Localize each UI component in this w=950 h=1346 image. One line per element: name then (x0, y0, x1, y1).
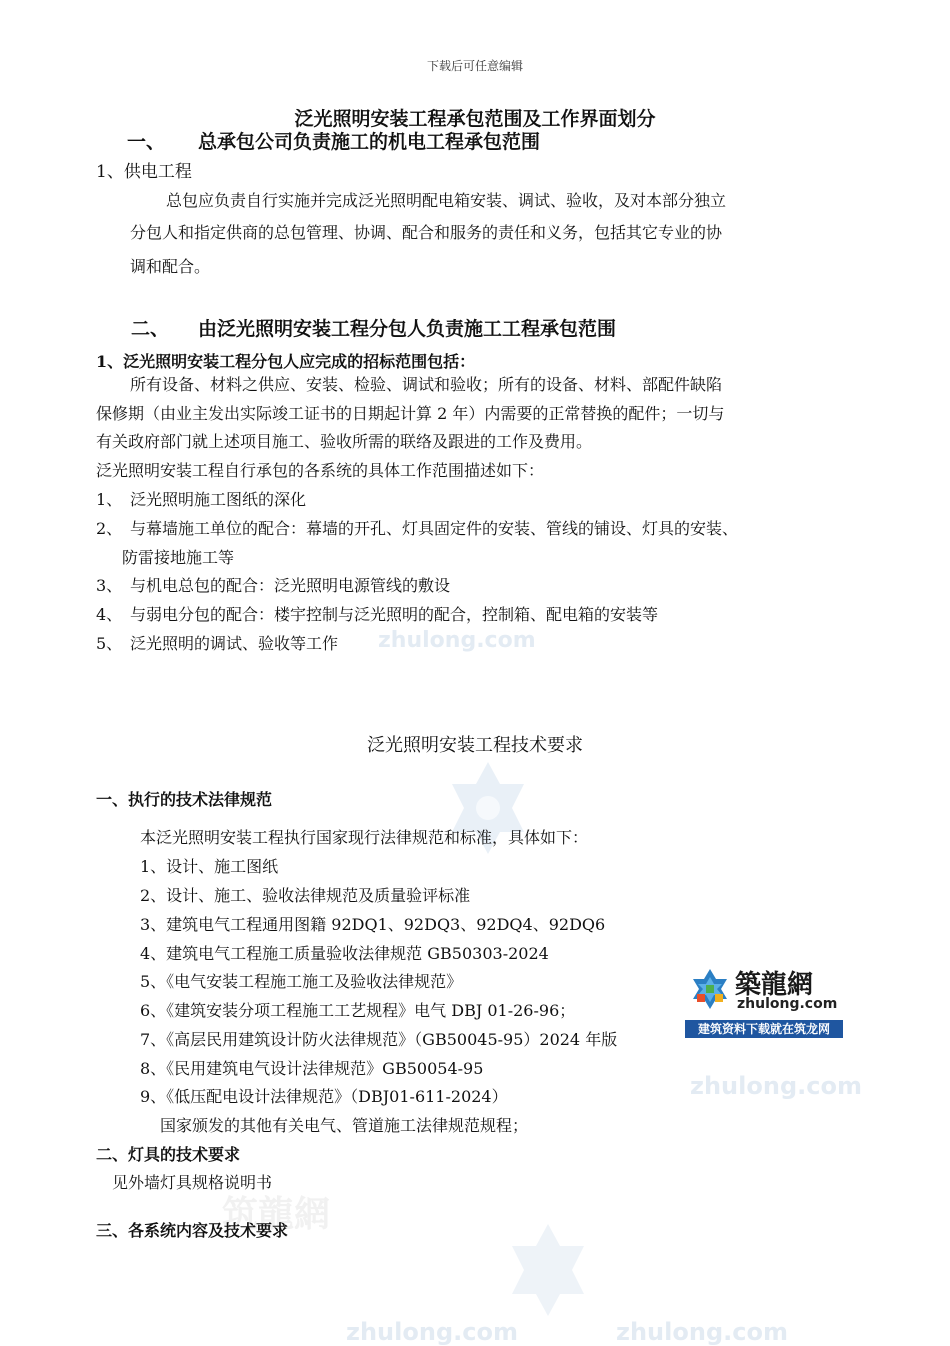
tech-s1-item-3: 3、建筑电气工程通用图籍 92DQ1、92DQ3、92DQ4、92DQ6 (140, 915, 606, 934)
scope-item-5-text: 泛光照明的调试、验收等工作 (130, 634, 339, 653)
tech-s1-item-4: 4、建筑电气工程施工质量验收法律规范 GB50303-2024 (140, 944, 549, 963)
zhulong-logo (685, 962, 843, 1038)
zhulong-logo-cn: 築龍網 (735, 970, 814, 1000)
zhulong-logo-icon (689, 968, 731, 1010)
scope-item-2-cont: 防雷接地施工等 (122, 548, 235, 567)
watermark-cn-text: 筑龍網 (222, 1193, 331, 1235)
watermark-text-1: zhulong.com (378, 628, 536, 653)
section1-heading: 总承包公司负责施工的机电工程承包范围 (198, 131, 541, 153)
section1-line-2: 分包人和指定供商的总包管理、协调、配合和服务的责任和义务，包括其它专业的协 (130, 223, 723, 242)
section2-line-1: 所有设备、材料之供应、安装、检验、调试和验收；所有的设备、材料、部配件缺陷 (130, 375, 723, 394)
tech-title: 泛光照明安装工程技术要求 (367, 735, 583, 756)
section1-line-3: 调和配合。 (130, 257, 211, 276)
scope-item-4-num: 4、 (96, 605, 123, 624)
scope-item-2-text: 与幕墙施工单位的配合：幕墙的开孔、灯具固定件的安装、管线的铺设、灯具的安装、 (130, 519, 739, 538)
tech-s1-item-5: 5、《电气安装工程施工施工及验收法律规范》 (140, 972, 463, 991)
page-header-note: 下载后可任意编辑 (426, 59, 523, 73)
section2-line-4: 泛光照明安装工程自行承包的各系统的具体工作范围描述如下： (96, 461, 545, 480)
watermark-text-4: zhulong.com (616, 1318, 788, 1346)
tech-s2-heading: 二、灯具的技术要求 (96, 1145, 241, 1164)
section2-heading: 由泛光照明安装工程分包人负责施工工程承包范围 (198, 318, 617, 340)
tech-s2-text: 见外墙灯具规格说明书 (112, 1173, 273, 1192)
scope-item-2-num: 2、 (96, 519, 123, 538)
section1-number: 一、 (127, 131, 166, 153)
scope-item-1-num: 1、 (96, 490, 123, 509)
watermark-text-3: zhulong.com (346, 1318, 518, 1346)
tech-s1-heading: 一、执行的技术法律规范 (96, 790, 273, 809)
page-title: 泛光照明安装工程承包范围及工作界面划分 (294, 108, 656, 130)
tech-s1-item-2: 2、设计、施工、验收法律规范及质量验评标准 (140, 886, 471, 905)
scope-item-1-text: 泛光照明施工图纸的深化 (130, 490, 307, 509)
scope-item-3-text: 与机电总包的配合：泛光照明电源管线的敷设 (130, 576, 451, 595)
tech-s1-intro: 本泛光照明安装工程执行国家现行法律规范和标准，具体如下： (140, 828, 589, 847)
zhulong-logo-bar: 建筑资料下载就在筑龙网 (685, 1020, 843, 1038)
section2-line-3: 有关政府部门就上述项目施工、验收所需的联络及跟进的工作及费用。 (96, 432, 593, 451)
tech-s1-item-8: 8、《民用建筑电气设计法律规范》GB50054-95 (140, 1059, 484, 1078)
zhulong-logo-en: zhulong.com (737, 996, 838, 1012)
tech-s3-heading: 三、各系统内容及技术要求 (96, 1221, 289, 1240)
watermark-snowflake-icon-2 (500, 1222, 596, 1318)
scope-item-4-text: 与弱电分包的配合：楼宇控制与泛光照明的配合，控制箱、配电箱的安装等 (130, 605, 659, 624)
tech-s1-outro: 国家颁发的其他有关电气、管道施工法律规范规程； (160, 1116, 529, 1135)
watermark-text-2: zhulong.com (690, 1072, 862, 1100)
scope-item-3-num: 3、 (96, 576, 123, 595)
tech-s1-item-7: 7、《高层民用建筑设计防火法律规范》（GB50045-95）2024 年版 (140, 1030, 618, 1049)
section2-line-2: 保修期（由业主发出实际竣工证书的日期起计算 2 年）内需要的正常替换的配件；一切与 (96, 404, 725, 423)
section2-subheading: 1、泛光照明安装工程分包人应完成的招标范围包括： (96, 352, 476, 371)
tech-s1-item-6: 6、《建筑安装分项工程施工工艺规程》电气 DBJ 01-26-96； (140, 1001, 576, 1020)
tech-s1-item-9: 9、《低压配电设计法律规范》（DBJ01-611-2024） (140, 1087, 508, 1106)
tech-s1-item-1: 1、设计、施工图纸 (140, 857, 279, 876)
section2-number: 二、 (131, 318, 170, 340)
section1-line-1: 总包应负责自行实施并完成泛光照明配电箱安装、调试、验收，及对本部分独立 (166, 191, 727, 210)
section1-subheading: 1、供电工程 (96, 162, 192, 182)
scope-item-5-num: 5、 (96, 634, 123, 653)
